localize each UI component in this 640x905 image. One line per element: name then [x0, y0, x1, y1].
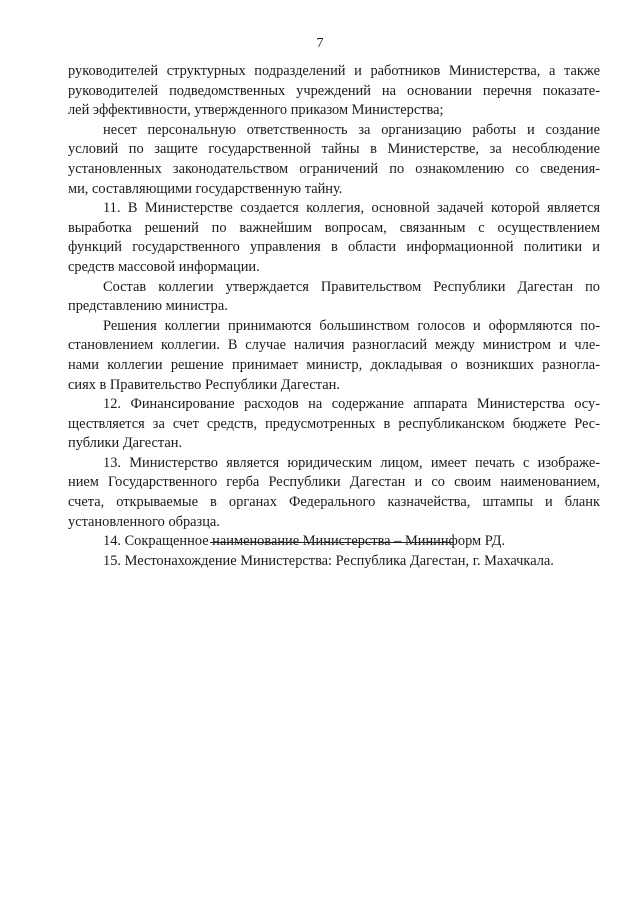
text-line: становлением коллегии. В случае наличия разногласий между министром и чле- — [68, 337, 600, 354]
text-line: представлению министра. — [68, 298, 228, 315]
text-line: выработка решений по важнейшим вопросам, связанным с осуществлением — [68, 219, 600, 236]
text-line: руководителей структурных подразделений и работников Министерства, а также — [68, 63, 600, 79]
text-line: функций государственного управления в области информационной политики и — [68, 239, 600, 256]
text-line: Состав коллегии утверждается Правительством Республики Дагестан по — [103, 278, 600, 295]
text-line: несет персональную ответственность за организацию работы и создание — [103, 121, 600, 138]
text-line: публики Дагестан. — [68, 435, 183, 452]
text-line: 11. В Министерстве создается коллегия, основной задачей которой является — [103, 200, 600, 217]
text-line: лей эффективности, утвержденного приказом Министерства; — [68, 102, 444, 119]
end-divider-line — [210, 542, 454, 543]
text-line: 12. Финансирование расходов на содержание аппарата Министерства осу- — [103, 396, 600, 413]
text-line: 13. Министерство является юридическим лицом, имеет печать с изображе- — [103, 454, 600, 471]
text-line: средств массовой информации. — [68, 258, 260, 275]
text-line: ми, составляющими государственную тайну. — [68, 180, 343, 197]
text-line: нием Государственного герба Республики Дагестан и со своим наименованием, — [68, 474, 600, 491]
text-line: установленных законодательством ограничений по ознакомлению со сведения- — [68, 160, 600, 177]
text-line: 15. Местонахождение Министерства: Республика Дагестан, г. Махачкала. — [103, 552, 554, 569]
text-line: сиях в Правительство Республики Дагестан. — [68, 376, 340, 393]
text-line: руководителей подведомственных учреждений на основании перечня показате- — [68, 82, 600, 99]
text-line: ществляется за счет средств, предусмотренных в республиканском бюджете Рес- — [68, 415, 600, 432]
text-line: нами коллегии решение принимает министр, докладывая о возникших разногла- — [68, 356, 600, 373]
text-line: установленного образца. — [68, 513, 220, 530]
text-line: счета, открываемые в органах Федерального казначейства, штампы и бланк — [68, 494, 600, 511]
document-body — [68, 62, 600, 571]
page-number: 7 — [316, 36, 324, 51]
text-line: 14. Сокращенное наименование Министерства – Мининформ РД. — [103, 533, 506, 550]
text-line: Решения коллегии принимаются большинством голосов и оформляются по- — [103, 317, 600, 334]
text-line: условий по защите государственной тайны в Министерстве, за несоблюдение — [68, 141, 600, 158]
